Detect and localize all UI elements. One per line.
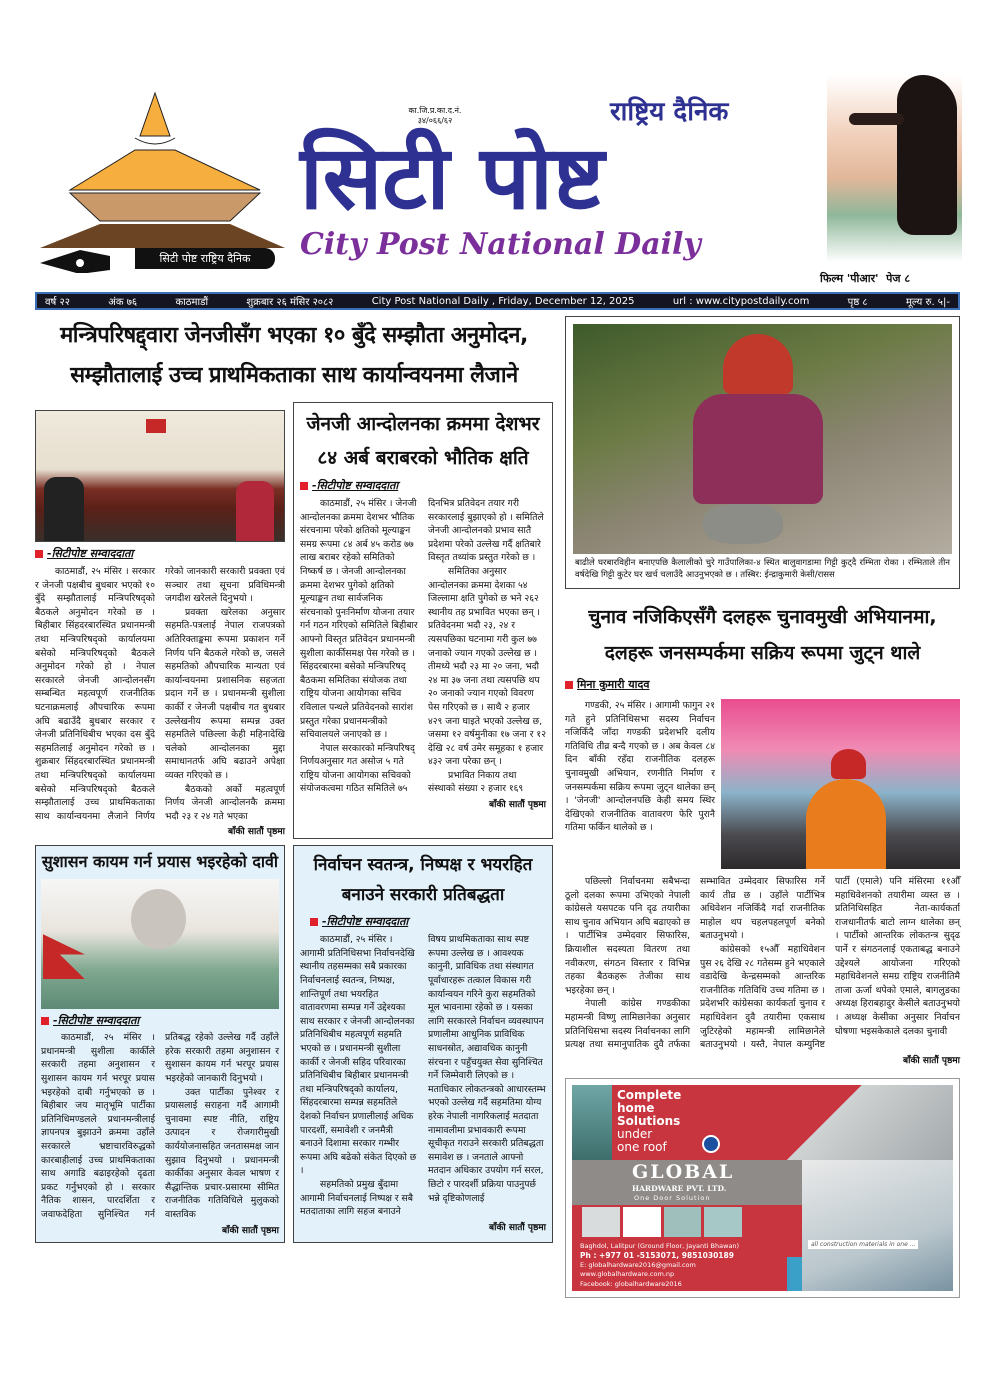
headline-line: जेनजी आन्दोलनका क्रममा देशभर <box>306 413 540 435</box>
advert-contact <box>580 1242 785 1290</box>
byline <box>300 478 546 494</box>
advert-slogan: One Door Solution <box>634 1193 711 1202</box>
byline-text: -सिटीपोष्ट सम्वाददाता <box>47 547 134 560</box>
governance-article <box>35 845 285 1242</box>
paragraph: काठमाडौं, २५ मंसिर । जेनजी आन्दोलनका क्रममा देशभर भौतिक संरचनामा परेको क्षतिको मूल्याङ्कन समग्र रूपमा ८४ अर्ब ४५ करोड ७७ लाख बराबर रहेको समितिको निष्कर्ष छ । जेनजी आन्दोलनका क्रममा देशभर पुगेको क्षतिको मूल्याङ्कन तथा सार्वजनिक संरचनाको पुनःनिर्माण योजना तयार गर्न गठन गरिएको समितिले बिहीबार आफ्नो विस्तृत प्रतिवेदन प्रधानमन्त्री सुशीला कार्कीसमक्ष पेस गरेको छ । सिंहदरबारमा बसेको मन्त्रिपरिषद् बैठकमा समितिका संयोजक तथा राष्ट्रिय योजना आयोगका सचिव रविलाल पन्थले प्रतिवेदनको सारांश प्रस्तुत गरेका प्रधानमन्त्रीको सचिवालयले जनाएको छ । <box>300 498 418 741</box>
advert-headline-line: under <box>617 1126 653 1141</box>
election-body <box>565 875 960 1052</box>
article-body <box>300 497 546 796</box>
continued-link[interactable]: बाँकी सातौं पृष्ठमा <box>222 1225 279 1236</box>
byline <box>35 546 285 562</box>
advert-headline-line: Solutions <box>617 1113 681 1128</box>
pagoda-pen-logo-icon <box>35 88 285 273</box>
headline-line: निर्वाचन स्वतन्त्र, निष्पक्ष र भयरहित <box>313 855 533 876</box>
lead-article <box>35 402 285 839</box>
paragraph: काठमाडौं, २५ मंसिर । सरकार र जेनजी पक्षबीच बुधबार भएको १० बुँदे सम्झौतालाई मन्त्रिपरिषद्को बैठकले अनुमोदन गरेको छ । बिहीबार सिंहदरबारस्थित प्रधानमन्त्री तथा मन्त्रिपरिषद्को कार्यालयमा बसेको मन्त्रिपरिषद्को बैठकले अनुमोदन गरेको हो । नेपाल सरकारले जेनजी आन्दोलनसँग सम्बन्धित महत्वपूर्ण राजनीतिक घटनाक्रमलाई औपचारिक रूपमा अघि बढाउँदै बुधबार सरकार र जेनजी प्रतिनिधिबीच भएका दस बुँदे सहमतिलाई अनुमोदन गरेको छ । शुक्रबार सिंहदरबारस्थित प्रधानमन्त्री तथा मन्त्रिपरिषद्को कार्यालयमा बसेको मन्त्रिपरिषद्को बैठकले सम्झौतालाई उच्च प्राथमिकताका साथ कार्यान्वयनमा लैजाने निर्णय गरेको जानकारी सरकारी प्रवक्ता एवं सञ्चार तथा सूचना प्रविधिमन्त्री जगदीश खरेलले दिनुभयो । <box>35 566 285 822</box>
newspaper-title-english: City Post National Daily <box>300 227 701 262</box>
newspaper-title: सिटी पोष्ट <box>300 126 605 229</box>
top-row <box>35 402 553 839</box>
date-english: City Post National Daily , Friday, December 12, 2025 <box>371 295 635 307</box>
damage-headline[interactable] <box>300 407 546 475</box>
byline-text: -सिटीपोष्ट सम्वाददाता <box>322 915 409 929</box>
headline-line: ८४ अर्ब बराबरको भौतिक क्षति <box>317 447 529 469</box>
governance-headline[interactable]: सुशासन कायम गर्न प्रयास भइरहेको दावी <box>41 852 279 872</box>
paragraph: प्रभावित निकाय तथा संस्थाको संख्या २ हजार १६९ <box>428 769 524 795</box>
paragraph: सहमतिको प्रमुख बुँदामा आगामी निर्वाचनलाई निष्पक्ष र सबै मतदाताका लागि सहज बनाउने विषय प्राथमिकताका साथ स्पष्ट रूपमा उल्लेख छ । आवश्यक कानुनी, प्राविधिक तथा संस्थागत पूर्वाधारहरू तत्काल विकास गरी कार्यान्वयन गरिने कुरा सहमतिको मूल भावनामा रहेको छ । यसका लागि सरकारले निर्वाचन व्यवस्थापन प्रणालीमा आधुनिक प्राविधिक साधनस्रोत, अद्यावधिक कानुनी संरचना र पहुँचयुक्त सेवा सुनिश्चित गर्ने जिम्मेवारी लिएको छ । मताधिकार लोकतन्त्रको आधारस्तम्भ भएको उल्लेख गर्दै सहमतिमा योग्य हरेक नेपाली नागरिकलाई मतदाता नामावलीमा प्रभावकारी रूपमा सूचीकृत गराउने सरकारी प्रतिबद्धता समावेश छ । जनताले आफ्नो मतदान अधिकार उपयोग गर्न सरल, छिटो र पारदर्शी प्रक्रिया पाउनुपर्छ भन्ने दृष्टिकोणलाई <box>300 934 546 1218</box>
election-body-wrap <box>565 875 960 1068</box>
election-top-row <box>565 699 960 869</box>
damage-article <box>293 402 553 839</box>
page-count: पृष्ठ ८ <box>847 297 868 308</box>
continued-link[interactable]: बाँकी सातौं पृष्ठमा <box>228 827 285 838</box>
left-block <box>35 316 553 1243</box>
headline-line: चुनाव नजिकिएसँगै दलहरू चुनावमुखी अभियानमा, <box>588 606 937 628</box>
globe-logo-icon <box>702 1135 720 1153</box>
continued-link[interactable]: बाँकी सातौं पृष्ठमा <box>903 1055 960 1066</box>
article-body <box>41 1031 279 1221</box>
advert-website: www.globalhardware.com.np <box>580 1270 675 1279</box>
advert-headline-line: Complete <box>617 1087 682 1102</box>
photo-feature <box>565 316 960 589</box>
article-body <box>300 933 546 1218</box>
photo-caption: बाढीले घरबारविहीन बनाएपछि कैलालीको चुरे गाउँपालिका-४ स्थित बालुवागडामा गिट्टी कुट्दै रम्भिता रोका । रम्भिताले तीन वर्षदेखि गिट्टी कुटेर घर खर्च चलाउँदै आउनुभएको छ । तस्बिर: ईन्द्राकुमारी केसी/रासस <box>575 558 950 580</box>
prime-minister-photo <box>41 879 279 1009</box>
advert-headline-line: home <box>617 1100 655 1115</box>
date-nepali: शुक्रबार २६ मंसिर २०८२ <box>246 297 334 308</box>
free-election-article <box>293 845 553 1242</box>
advert-phone: Ph : +977 01 -5153071, 9851030189 <box>580 1251 734 1261</box>
article-body <box>35 565 285 823</box>
byline <box>565 677 960 693</box>
paragraph: पछिल्लो निर्वाचनमा सबैभन्दा ठूलो दलका रूपमा उभिएको नेपाली कांग्रेसले यसपटक पनि दृढ तयारीका साथ चुनाव अभियान अघि बढाएको छ । पार्टीभित्र उम्मेदवार सिफारिस, क्रियाशील सदस्यता वितरण तथा नवीकरण, संगठन विस्तार र विभिन्न तहका बैठकहरू तेजीका साथ भइरहेका छन् । <box>565 876 690 996</box>
continued-link[interactable]: बाँकी सातौं पृष्ठमा <box>489 800 546 811</box>
headline-line: दलहरू जनसम्पर्कमा सक्रिय रूपमा जुट्न थाले <box>604 642 921 664</box>
tagline: राष्ट्रिय दैनिक <box>610 97 729 127</box>
paragraph: काठमाडौं, २५ मंसिर । आगामी प्रतिनिधिसभा निर्वाचनदेखि स्थानीय तहसम्मका सबै प्रकारका निर्वाचनलाई स्वतन्त्र, निष्पक्ष, शान्तिपूर्ण तथा भयरहित वातावरणमा सम्पन्न गर्ने उद्देश्यका साथ सरकार र जेनजी आन्दोलनका प्रतिनिधिबीच महत्वपूर्ण सहमति भएको छ । प्रधानमन्त्री सुशीला कार्की र जेनजी सहिद परिवारका प्रतिनिधिबीच बिहीबार प्रधानमन्त्री तथा मन्त्रिपरिषद्को कार्यालय, सिंहदरबारमा सम्पन्न सहमतिले देशको निर्वाचन प्रणालीलाई अधिक पारदर्शी, समावेशी र जनमैत्री बनाउने दिशामा सरकार गम्भीर रूपमा अघि बढेको संकेत दिएको छ । <box>300 934 417 1177</box>
masthead-logo <box>35 88 285 273</box>
global-hardware-advert[interactable] <box>565 1078 960 1298</box>
cabinet-meeting-photo <box>35 410 285 542</box>
advert-email: E: globalhardware2016@gmail.com <box>580 1260 696 1269</box>
election-lead-column <box>565 699 715 835</box>
paragraph: गण्डकी, २५ मंसिर । आगामी फागुन २१ गते हुने प्रतिनिधिसभा सदस्य निर्वाचन नजिकिँदै जाँदा गण्डकी प्रदेशभरि दलीय गतिविधि तीव्र बन्दै गएको छ । अब केवल ८४ दिन बाँकी रहँदा राजनीतिक दलहरू चुनावमुखी अभियान, रणनीति निर्माण र जनसम्पर्कमा सक्रिय रूपमा जुट्न थालेका छन् । 'जेनजी' आन्दोलनपछि केही समय स्थिर देखिएको राजनीतिक वातावरण फेरि पुरानै गतिमा फर्किन थालेको छ । <box>565 700 715 834</box>
actress-photo <box>827 75 962 262</box>
right-column <box>565 316 960 1298</box>
website-url[interactable]: url : www.citypostdaily.com <box>672 295 810 307</box>
paragraph: नेपाल सरकारको मन्त्रिपरिषद् निर्णयअनुसार गत असोज ५ गते राष्ट्रिय योजना आयोगका सचिवको संयोजकत्वमा गठित समितिले ७५ दिनभित्र प्रतिवेदन तयार गरी सरकारलाई बुझाएको हो । समितिले जेनजी आन्दोलनको प्रभाव सातै प्रदेशमा परेको उल्लेख गर्दै क्षतिबारे विस्तृत तथ्यांक प्रस्तुत गरेको छ । <box>300 498 544 795</box>
advert-address: Baghdol, Lalitpur (Ground Floor, Jayanti Bhawan) <box>580 1241 740 1250</box>
price: मूल्य रु. ५|- <box>905 297 950 308</box>
paragraph: बैठकको अर्को महत्वपूर्ण निर्णय जेनजी आन्दोलनकै क्रममा भदौ २३ र २४ गते भएका <box>165 783 285 822</box>
teaser-film-pr[interactable]: फिल्म 'पीआर' पेज ८ <box>820 272 911 285</box>
lead-headline[interactable] <box>35 316 553 396</box>
byline <box>41 1013 279 1029</box>
paragraph: नेपाली कांग्रेस गण्डकीका महामन्त्री विष्णु लामिछानेका अनुसार प्रतिनिधिसभा सदस्य निर्वाचनका लागि प्रत्यक्ष तथा समानुपातिक दुवै तर्फका सम्भावित उम्मेदवार सिफारिस गर्ने कार्य तीव्र छ । उहाँले पार्टीभित्र अधिवेशन नजिकिँदै गर्दा राजनीतिक माहोल थप चहलपहलपूर्ण बनेको बताउनुभयो । <box>565 876 825 1051</box>
advert-strap: all construction materials in one ... <box>808 1240 918 1249</box>
registration <box>405 106 465 126</box>
logo-caption: सिटी पोष्ट राष्ट्रिय दैनिक <box>135 248 275 269</box>
paragraph: प्रवक्ता खरेलका अनुसार सहमति-पत्रलाई नेपाल राजपत्रको अतिरिक्ताङ्कमा रूपमा प्रकाशन गर्ने निर्णय पनि बैठकले गरेको छ, जसले सहमतिको औपचारिक मान्यता एवं कार्यान्वयनमा प्रशासनिक सहजता प्रदान गर्ने छ । प्रधानमन्त्री सुशीला कार्की र जेनजी पक्षबीच गत बुधबार उल्लेखनीय रूपमा सम्पन्न उक्त सहमतिले पछिल्ला केही महिनादेखि चलेको आन्दोलनका मुद्दा समाधानतर्फ अघि बढाउने अपेक्षा व्यक्त गरिएको छ । <box>165 606 285 781</box>
election-rally-photo <box>721 699 960 869</box>
election-headline[interactable] <box>565 599 960 671</box>
advert-brand-sub: HARDWARE PVT. LTD. <box>632 1183 727 1193</box>
advert-brand: GLOBAL <box>632 1160 735 1183</box>
advert-headline-line: one roof <box>617 1139 667 1154</box>
byline-text: -सिटीपोष्ट सम्वाददाता <box>312 479 399 492</box>
advert-facebook: Facebook: globalhardware2016 <box>580 1279 682 1288</box>
issue: अंक ७६ <box>108 297 138 308</box>
byline-text: मिना कुमारी यादव <box>577 678 650 691</box>
page-body <box>35 316 960 1298</box>
registration-label: का.जि.प्र.का.द.नं. <box>408 106 462 115</box>
paragraph: समितिका अनुसार आन्दोलनका क्रममा देशका ५४ जिल्लामा क्षति पुगेको छ भने २६२ स्थानीय तह प्रभावित भएका छन् । प्रतिवेदनमा भदौ २३, २४ र त्यसपछिका घटनामा गरी कुल ७७ जनाको ज्यान गएको उल्लेख छ । तीमध्ये भदौ २३ मा २० जना, भदौ २४ मा ३७ जना तथा त्यसपछि थप २० जनाको ज्यान गएको विवरण पेस गरिएको छ । साथै २ हजार ४२९ जना घाइते भएको उल्लेख छ, जसमा १२ वर्षमुनीका १७ जना र १२ देखि २८ वर्ष उमेर समूहका १ हजार ४३२ जना परेका छन् । <box>428 565 546 768</box>
paragraph: उक्त पार्टीका पुनेश्वर र प्रयासलाई सराहना गर्दै आगामी चुनावमा स्पष्ट नीति, राष्ट्रिय उत्पादन र रोजगारीमुखी कार्ययोजनासहित जनतासमक्ष जान सुझाव दिनुभयो । प्रधानमन्त्री कार्कीका अनुसार केवल भाषण र सैद्धान्तिक प्रचार-प्रसारमा सीमित राजनीतिक गतिविधिले मुलुकको वास्तविक <box>165 1086 279 1220</box>
lead-headline-line: मन्त्रिपरिषद्द्वारा जेनजीसँग भएका १० बुँदे सम्झौता अनुमोदन, <box>60 323 528 348</box>
paragraph: काठमाडौं, २५ मंसिर । प्रधानमन्त्री सुशीला कार्कीले सरकारी तहमा अनुशासन र सुशासन कायम गर्न भरपूर प्रयास भइरहेको दाबी गर्नुभएको छ । बिहीबार जय मातृभूमि पार्टीका प्रतिनिधिमण्डलले प्रधानमन्त्रीलाई ज्ञापनपत्र बुझाउने क्रममा उहाँले सरकारले भ्रष्टाचारविरुद्धको कारबाहीलाई उच्च प्राथमिकताका साथ अगाडि बढाइरहेको दृढता प्रकट गर्नुभएको हो । सरकार नैतिक शासन, पारदर्शिता र जवाफदेहिता सुनिश्चित गर्न प्रतिबद्ध रहेको उल्लेख गर्दै उहाँले हरेक सरकारी तहमा अनुशासन र सुशासन कायम गर्न भरपूर प्रयास भइरहेको जानकारी दिनुभयो । <box>41 1032 279 1220</box>
free-election-headline[interactable] <box>300 850 546 910</box>
continued-link[interactable]: बाँकी सातौं पृष्ठमा <box>489 1222 546 1233</box>
bottom-row <box>35 845 553 1242</box>
headline-line: बनाउने सरकारी प्रतिबद्धता <box>341 885 505 906</box>
advert-headline <box>617 1089 681 1154</box>
byline-text: -सिटीपोष्ट सम्वाददाता <box>53 1014 140 1028</box>
place: काठमाडौं <box>175 297 209 308</box>
stone-crushing-woman-photo <box>573 324 952 554</box>
volume: वर्ष २२ <box>45 297 70 308</box>
lead-headline-line: सम्झौतालाई उच्च प्राथमिकताका साथ कार्यान्वयनमा लैजाने <box>70 363 518 388</box>
byline <box>310 914 546 930</box>
paragraph: कांग्रेसको १५औँ महाधिवेशन पुस २६ देखि २८ गतेसम्म हुने भएकाले वडादेखि केन्द्रसम्मको आन्तरिक राजनीतिक गतिविधि उच्च गतिमा छ । प्रदेशभरि कांग्रेसका कार्यकर्ता चुनाव र महाधिवेशन दुवै तयारीमा एकसाथ जुटिरहेको महामन्त्री लामिछानेले बताउनुभयो । यस्तै, नेपाल कम्युनिष्ट पार्टी (एमाले) पनि मंसिरमा ११औँ महाधिवेशनको तयारीमा व्यस्त छ । प्रतिनिधिसहित नेता-कार्यकर्ता राजधानीतर्फ बाटो लाग्न थालेका छन् । पार्टीको आन्तरिक लोकतन्त्र सुदृढ पार्ने र संगठनलाई एकताबद्ध बनाउने उद्देश्यले आयोजना गरिएको महाधिवेशनले समग्र राष्ट्रिय राजनीतिमै ताजा ऊर्जा थपेको एमाले, बागलुङका अध्यक्ष हिराबहादुर केसीले बताउनुभयो । अध्यक्ष केसीका अनुसार निर्वाचन घोषणा भइसकेकाले दलका चुनावी <box>700 876 960 1051</box>
registration-number: ३४/०६६/६२ <box>417 116 453 125</box>
date-bar <box>35 292 960 310</box>
